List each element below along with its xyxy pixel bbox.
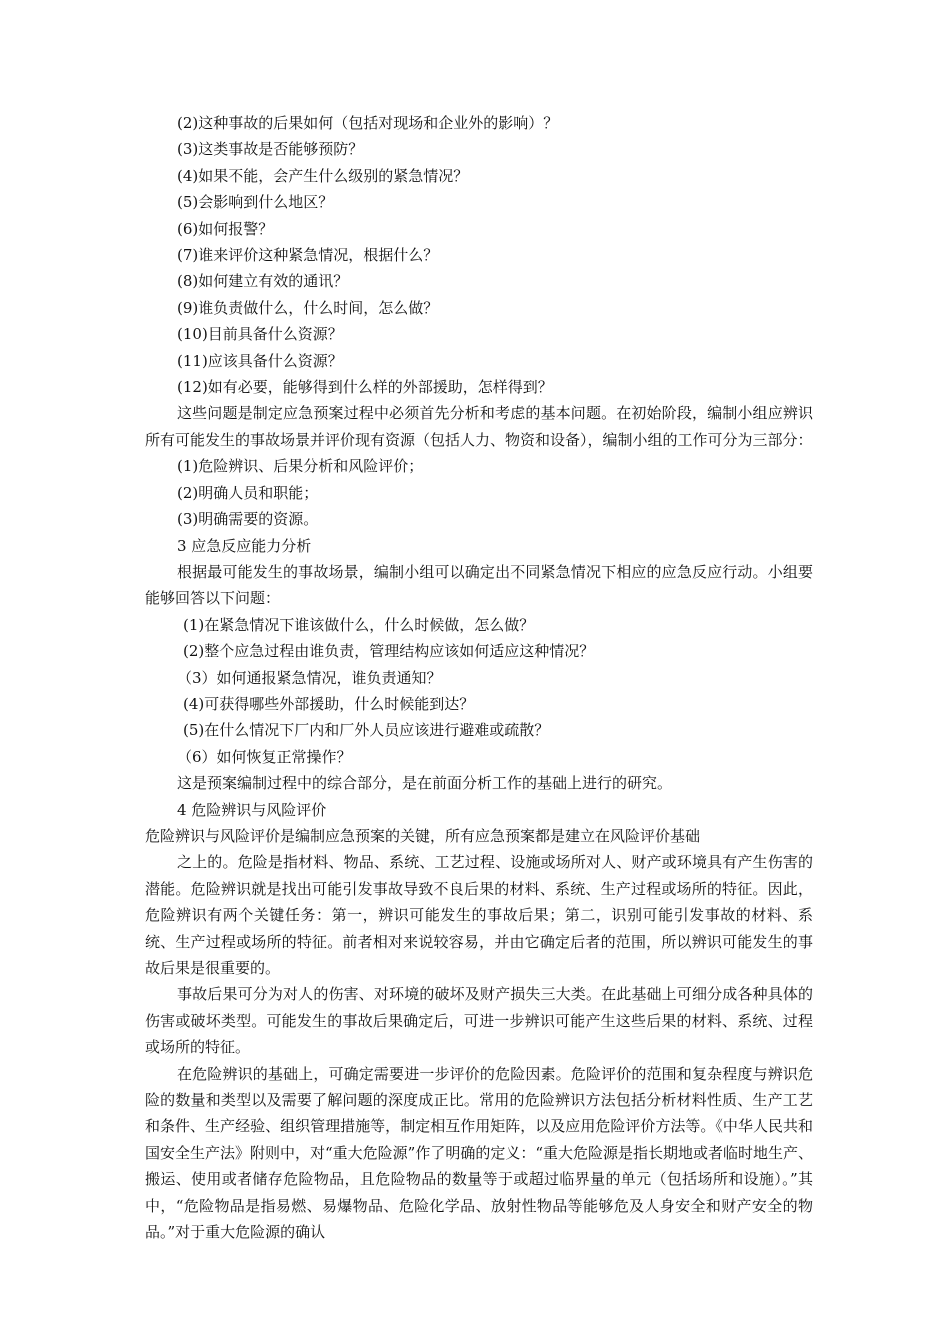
response-question-3: （3）如何通报紧急情况，谁负责通知？	[177, 668, 442, 687]
work-item-1: (1)危险辨识、后果分析和风险评价；	[177, 457, 424, 476]
question-9: (9)谁负责做什么，什么时间，怎么做？	[177, 298, 439, 317]
paragraph-intro: 这些问题是制定应急预案过程中必须首先分析和考虑的基本问题。在初始阶段，编制小组应辨识所有可能发生的事故场景并评价现有资源（包括人力、物资和设备），编制小组的工作可分为三部分：	[145, 404, 813, 449]
paragraph-section-4a: 之上的。危险是指材料、物品、系统、工艺过程、设施或场所对人、财产或环境具有产生伤害的潜能。危险辨识就是找出可能引发事故导致不良后果的材料、系统、生产过程或场所的特征。因此，危险辨识有两个关键任务：第一，辨识可能发生的事故后果；第二，识别可能引发事故的材料、系统、生产过程或场所的特征。前者相对来说较容易，并由它确定后者的范围，所以辨识可能发生的事故后果是很重要的。	[145, 853, 813, 977]
paragraph-section-4c: 在危险辨识的基础上，可确定需要进一步评价的危险因素。危险评价的范围和复杂程度与辨识危险的数量和类型以及需要了解问题的深度成正比。常用的危险辨识方法包括分析材料性质、生产工艺和条件、生产经验、组织管理措施等，制定相互作用矩阵，以及应用危险评价方法等。《中华人民共和国安全生产法》附则中，对“重大危险源”作了明确的定义：“重大危险源是指长期地或者临时地生产、搬运、使用或者储存危险物品，且危险物品的数量等于或超过临界量的单元（包括场所和设施）。”其中，“危险物品是指易燃、易爆物品、危险化学品、放射性物品等能够危及人身安全和财产安全的物品。”对于重大危险源的确认	[145, 1064, 814, 1242]
work-item-3: (3)明确需要的资源。	[177, 510, 319, 529]
response-question-2: (2)整个应急过程由谁负责，管理结构应该如何适应这种情况？	[183, 642, 595, 661]
question-4: (4)如果不能，会产生什么级别的紧急情况？	[177, 166, 469, 185]
response-question-4: (4)可获得哪些外部援助，什么时候能到达？	[183, 694, 475, 713]
question-2: (2)这种事故的后果如何（包括对现场和企业外的影响）？	[177, 114, 559, 132]
question-7: (7)谁来评价这种紧急情况，根据什么？	[177, 246, 439, 265]
paragraph-section-3-end: 这是预案编制过程中的综合部分，是在前面分析工作的基础上进行的研究。	[177, 774, 673, 793]
response-question-5: (5)在什么情况下厂内和厂外人员应该进行避难或疏散？	[183, 721, 550, 740]
section-4-lead-line: 危险辨识与风险评价是编制应急预案的关键，所有应急预案都是建立在风险评价基础	[145, 826, 701, 845]
section-heading-4: 4 危险辨识与风险评价	[177, 800, 327, 819]
question-5: (5)会影响到什么地区？	[177, 193, 334, 212]
question-3: (3)这类事故是否能够预防？	[177, 140, 364, 159]
question-11: (11)应该具备什么资源？	[177, 351, 343, 370]
question-6: (6)如何报警？	[177, 219, 274, 238]
paragraph-section-4b: 事故后果可分为对人的伤害、对环境的破坏及财产损失三大类。在此基础上可细分成各种具体的伤害或破坏类型。可能发生的事故后果确定后，可进一步辨识可能产生这些后果的材料、系统、过程或场所的特征。	[145, 985, 813, 1057]
document-page	[145, 110, 813, 1245]
work-item-2: (2)明确人员和职能；	[177, 483, 319, 502]
paragraph-section-3: 根据最可能发生的事故场景，编制小组可以确定出不同紧急情况下相应的应急反应行动。小组要能够回答以下问题：	[145, 562, 813, 608]
response-question-1: (1)在紧急情况下谁该做什么，什么时候做，怎么做？	[183, 615, 535, 634]
question-12: (12)如有必要，能够得到什么样的外部援助，怎样得到？	[177, 378, 553, 397]
section-heading-3: 3 应急反应能力分析	[177, 536, 312, 555]
question-10: (10)目前具备什么资源？	[177, 325, 343, 344]
response-question-6: （6）如何恢复正常操作？	[177, 747, 352, 766]
question-8: (8)如何建立有效的通讯？	[177, 272, 349, 291]
